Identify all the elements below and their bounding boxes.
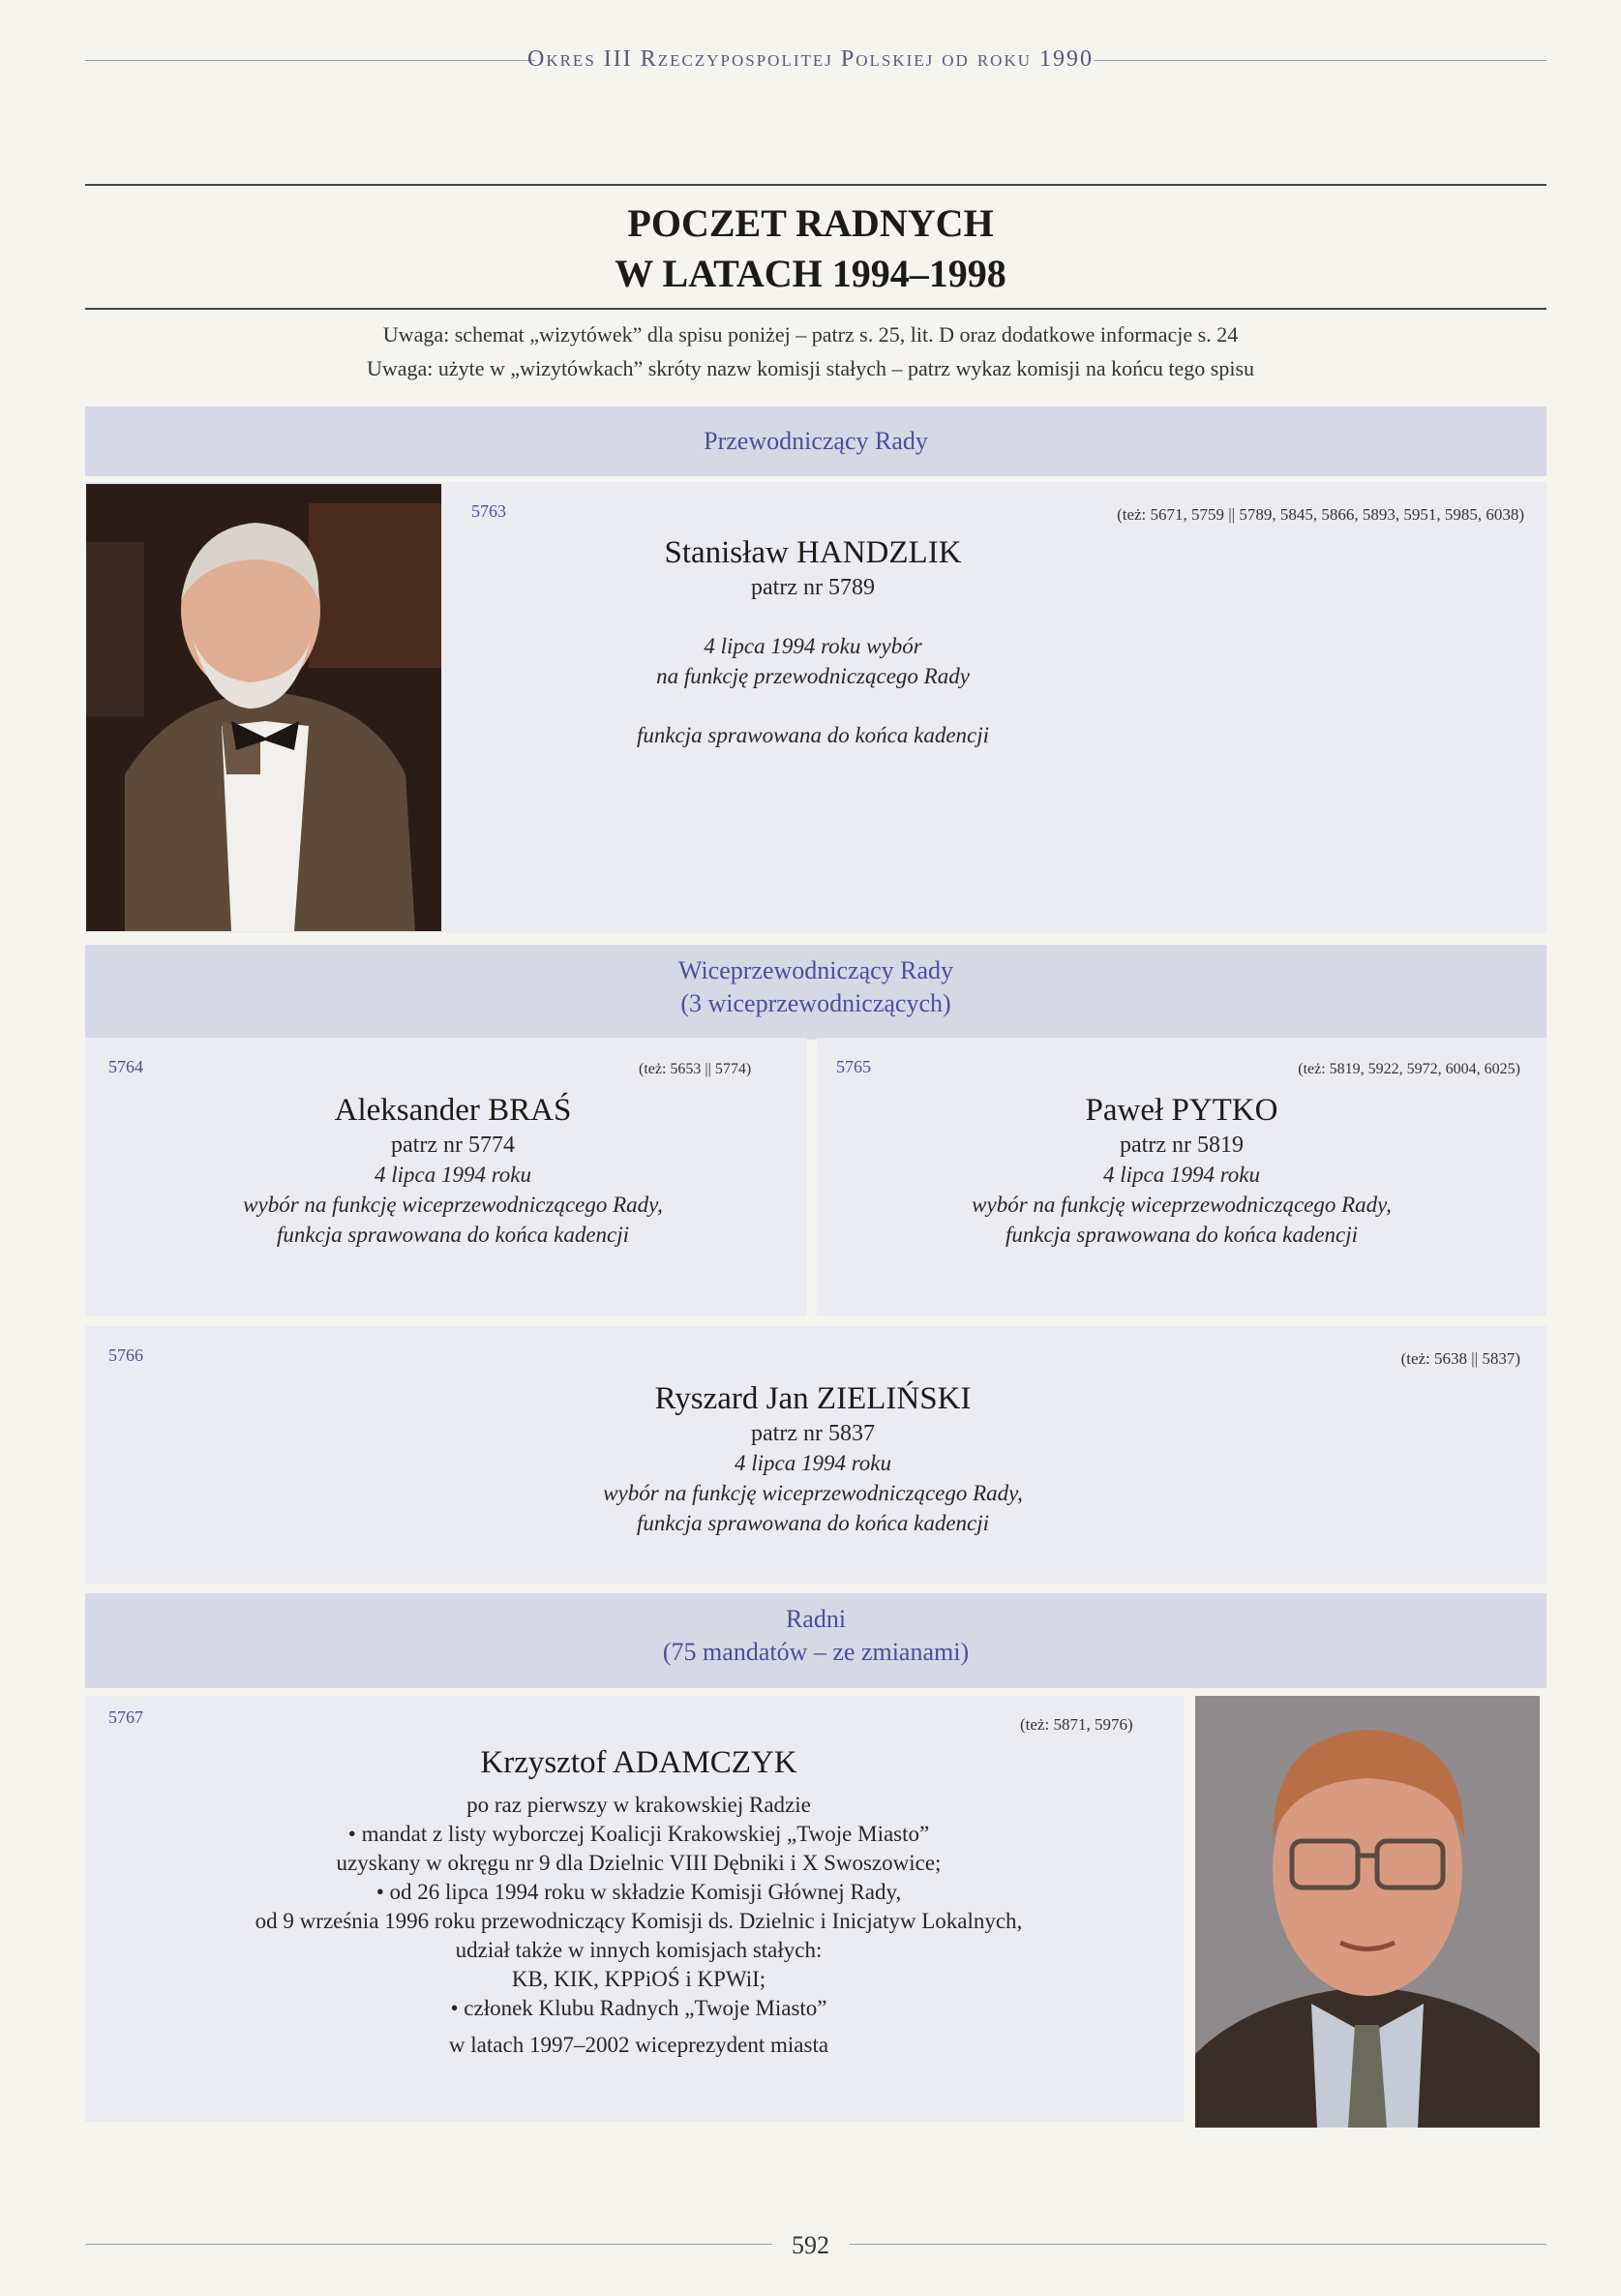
- band-chair-label: Przewodniczący Rady: [704, 427, 928, 455]
- band-councillors-count: (75 mandatów – ze zmianami): [662, 1638, 970, 1666]
- person-name: [165, 1742, 1113, 1783]
- entry-line: funkcja sprawowana do końca kadencji: [1005, 1223, 1359, 1247]
- section-title-line1: POCZET RADNYCH: [627, 201, 994, 245]
- section-title-line2: W LATACH 1994–1998: [615, 252, 1006, 295]
- page-number: 592: [792, 2231, 829, 2259]
- note-2: Uwaga: użyte w „wizytówkach” skróty nazw komisji stałych – patrz wykaz komisji na końcu tego spisu: [366, 356, 1255, 380]
- entry-line: od 9 września 1996 roku przewodniczący Komisji ds. Dzielnic i Inicjatyw Lokalnych,: [255, 1909, 1023, 1933]
- entry-line: 4 lipca 1994 roku: [734, 1451, 892, 1475]
- entry-refs-5766: (też: 5638 || 5837): [1400, 1349, 1520, 1368]
- entry-line: udział także w innych komisjach stałych:: [455, 1938, 823, 1962]
- last-name: PYTKO: [1171, 1093, 1278, 1128]
- portrait-adamczyk-image: [1195, 1696, 1540, 2128]
- band-vice-count: (3 wiceprzewodniczących): [680, 989, 951, 1017]
- entry-number-5765: 5765: [836, 1057, 871, 1076]
- entry-line: funkcja sprawowana do końca kadencji: [636, 1511, 990, 1535]
- see-reference: patrz nr 5789: [751, 575, 875, 600]
- band-vice-label: Wiceprzewodniczący Rady: [677, 956, 954, 984]
- entry-number-5764: 5764: [108, 1057, 143, 1076]
- entry-line: • członek Klubu Radnych „Twoje Miasto”: [450, 1996, 827, 2020]
- person-name: [445, 1378, 1181, 1419]
- entry-line: • mandat z listy wyborczej Koalicji Krakowskiej „Twoje Miasto”: [347, 1822, 930, 1846]
- last-name: ADAMCZYK: [612, 1745, 797, 1780]
- running-title: Okres III Rzeczypospolitej Polskiej od roku 1990: [526, 46, 1094, 72]
- entry-body-5767: [165, 1742, 1113, 2060]
- entry-refs-5764: (też: 5653 || 5774): [639, 1061, 752, 1077]
- last-name: ZIELIŃSKI: [816, 1381, 972, 1416]
- entry-refs-5767: (też: 5871, 5976): [1020, 1715, 1133, 1734]
- band-chair: [85, 407, 1546, 476]
- entry-line: • od 26 lipca 1994 roku w składzie Komisji Głównej Rady,: [375, 1880, 902, 1904]
- portrait-handzlik-image: [86, 484, 441, 931]
- entry-number-5766: 5766: [108, 1345, 143, 1365]
- person-name: [817, 1090, 1546, 1131]
- entry-refs-5763: (też: 5671, 5759 || 5789, 5845, 5866, 5893, 5951, 5985, 6038): [1117, 505, 1524, 524]
- section-title: [0, 198, 1621, 299]
- person-name: [85, 1090, 821, 1131]
- portrait-handzlik: [86, 484, 441, 931]
- header-rule-right: [1094, 60, 1546, 61]
- portrait-adamczyk: [1195, 1696, 1540, 2128]
- last-name: HANDZLIK: [796, 535, 962, 570]
- entry-body-5765: [817, 1090, 1546, 1250]
- entry-body-5764: [85, 1090, 821, 1250]
- entry-line: 4 lipca 1994 roku: [374, 1163, 532, 1187]
- entry-line: na funkcję przewodniczącego Rady: [656, 664, 970, 688]
- person-name: [445, 532, 1181, 573]
- first-name: Paweł: [1085, 1093, 1164, 1128]
- first-name: Ryszard Jan: [654, 1381, 809, 1416]
- entry-body-5766: [445, 1378, 1181, 1538]
- entry-number-5767: 5767: [108, 1707, 143, 1727]
- entry-line: 4 lipca 1994 roku wybór: [704, 634, 922, 658]
- entry-line: wybór na funkcję wiceprzewodniczącego Rady,: [972, 1193, 1392, 1217]
- see-reference: patrz nr 5774: [391, 1133, 515, 1158]
- entry-number-5763: 5763: [471, 501, 506, 521]
- band-councillors: [85, 1593, 1546, 1688]
- entry-line: funkcja sprawowana do końca kadencji: [636, 723, 990, 747]
- first-name: Krzysztof: [480, 1745, 607, 1780]
- entry-line: KB, KIK, KPPiOŚ i KPWiI;: [511, 1967, 766, 1991]
- entry-body-5763: [445, 532, 1181, 750]
- entry-line: 4 lipca 1994 roku: [1102, 1163, 1261, 1187]
- entry-line: funkcja sprawowana do końca kadencji: [276, 1223, 630, 1247]
- entry-line: wybór na funkcję wiceprzewodniczącego Rady,: [243, 1193, 663, 1217]
- footer-rule-right: [850, 2244, 1546, 2245]
- see-reference: patrz nr 5819: [1120, 1133, 1244, 1158]
- entry-line: uzyskany w okręgu nr 9 dla Dzielnic VIII Dębniki i X Swoszowice;: [336, 1851, 942, 1875]
- entry-line: w latach 1997–2002 wiceprezydent miasta: [448, 2033, 829, 2057]
- last-name: BRAŚ: [488, 1093, 572, 1128]
- first-name: Stanisław: [664, 535, 789, 570]
- note-1: Uwaga: schemat „wizytówek” dla spisu poniżej – patrz s. 25, lit. D oraz dodatkowe informacje s. 24: [382, 322, 1239, 347]
- first-name: Aleksander: [334, 1093, 480, 1128]
- title-rule-bottom: [85, 308, 1546, 310]
- title-rule-top: [85, 184, 1546, 186]
- entry-refs-5765: (też: 5819, 5922, 5972, 6004, 6025): [1298, 1061, 1520, 1077]
- entry-line: wybór na funkcję wiceprzewodniczącego Rady,: [603, 1481, 1023, 1505]
- entry-line: po raz pierwszy w krakowskiej Radzie: [466, 1793, 811, 1817]
- band-councillors-label: Radni: [785, 1605, 847, 1633]
- see-reference: patrz nr 5837: [751, 1421, 875, 1446]
- band-vice: [85, 945, 1546, 1040]
